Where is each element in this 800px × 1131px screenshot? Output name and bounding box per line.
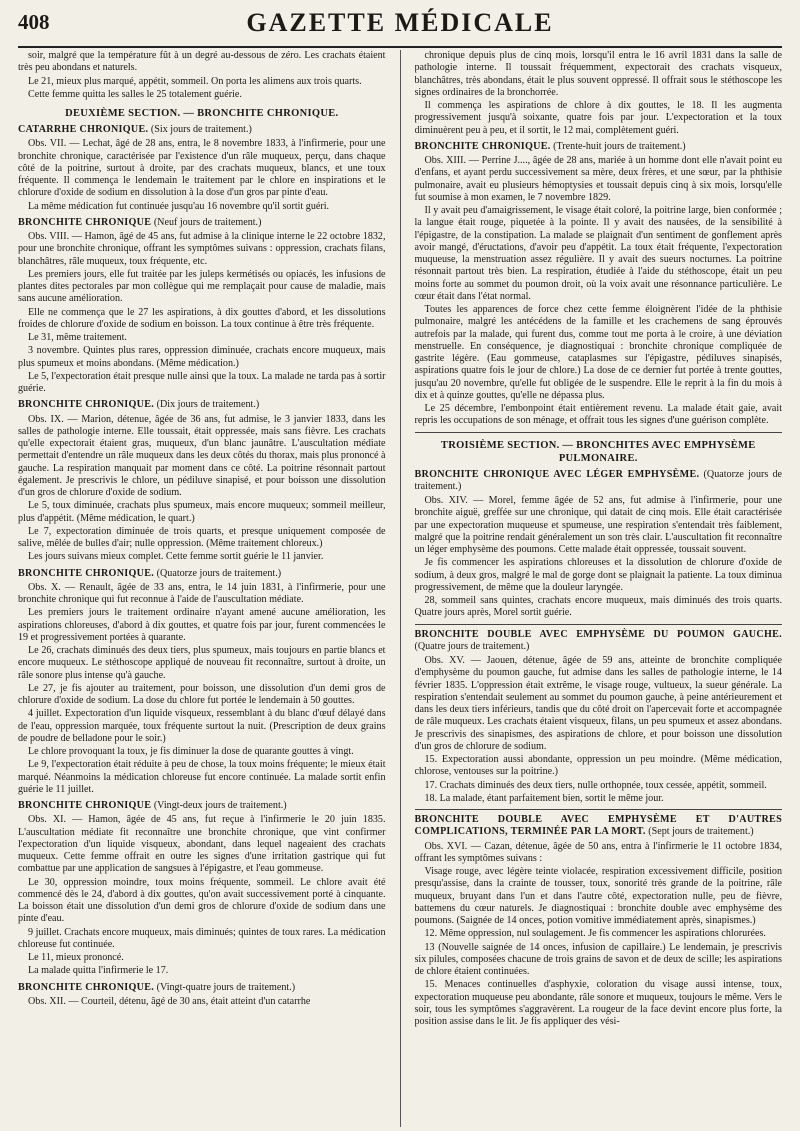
case-heading-title: BRONCHITE CHRONIQUE AVEC LÉGER EMPHYSÈME. [414,468,700,480]
case-heading-title: BRONCHITE DOUBLE AVEC EMPHYSÈME DU POUMON GAUCHE. [414,628,782,640]
case-heading-title: BRONCHITE DOUBLE AVEC EMPHYSÈME ET D'AUTRES COMPLICATIONS, TERMINÉE PAR LA MORT. [414,814,782,838]
case-heading-duration: (Quatorze jours de traitement.) [414,468,782,492]
paragraph: Le 30, oppression moindre, toux moins fréquente, sommeil. Le chlore avait été commencé dès le 24, d'abord à dix gouttes, qu'on avait successivement porté à cinquante. La boisson était une dissolution d'un demi gros de chlorure d'oxide de sodium dans une pinte d'eau. [18,876,386,925]
paragraph: Obs. XII. — Courteil, détenu, âgé de 30 ans, était atteint d'un catarrhe [28,995,311,1007]
paragraph: Le chlore provoquant la toux, je fis diminuer la dose de quarante gouttes à vingt. [28,746,354,757]
section-rule [415,624,783,625]
paragraph: Obs. XIII. — Perrine J...., âgée de 28 ans, mariée à un homme dont elle n'avait point eu d'enfans, et ayant perdu successivement sa mère, deux frères, et une sœur, par la phthisie pulmonaire, avait eu plusieurs hémoptysies et toussait depuis cinq à six mois, lorsqu'elle fut soumise à mon examen, le 7 novembre 1829. [414,155,782,203]
paragraph: Le 21, mieux plus marqué, appétit, sommeil. On porta les alimens aux trois quarts. [28,75,362,87]
paragraph: 28, sommeil sans quintes, crachats encore muqueux, mais diminués des trois quarts. Quatre jours après, Morel sortit guérie. [414,595,782,619]
paragraph: 12. Même oppression, nul soulagement. Je fis commencer les aspirations chlorurées. [424,928,766,940]
case-heading-duration: (Six jours de traitement.) [148,124,252,135]
page-number: 408 [18,10,50,34]
paragraph: 13 (Nouvelle saignée de 14 onces, infusion de capillaire.) Le lendemain, je prescrivis six pilules, composées chacune de trois grains de savon et de deux de scille; les aspirations de chlore étaient continuées. [414,941,782,977]
paragraph: 17. Crachats diminués des deux tiers, nulle orthopnée, toux cessée, appétit, sommeil. [424,779,767,791]
paragraph: Les premiers jours, elle fut traitée par les juleps kermétisés ou opiacés, les infusions de plantes dites pectorales par mon collègue qui me remplaçait pour cause de maladie, mais sans aucune amélioration. [18,268,386,305]
case-heading-title: BRONCHITE CHRONIQUE. [414,140,551,152]
text-columns [18,50,782,1127]
paragraph: Il commença les aspirations de chlore à dix gouttes, le 18. Il les augmenta progressivement jusqu'à soixante, quatre fois par jour. L'expectoration et la toux diminuèrent peu à peu, et il sortit, le 12 mai, complètement guéri. [414,100,782,136]
paragraph: Obs. XVI. — Cazan, détenue, âgée de 50 ans, entra à l'infirmerie le 11 octobre 1834, offrant les symptômes suivans : [414,840,782,864]
case-heading [415,814,783,839]
case-heading-duration: (Quatorze jours de traitement.) [154,567,282,579]
section-rule [415,432,783,433]
paragraph: Le 31, même traitement. [28,332,127,343]
paragraph: Cette femme quitta les salles le 25 totalement guérie. [28,88,242,100]
case-heading-duration: (Vingt-quatre jours de traitement.) [154,981,296,993]
section-rule [415,809,783,810]
paragraph: Obs. XV. — Jaouen, détenue, âgée de 59 ans, atteinte de bronchite compliquée d'emphysème du poumon gauche, fut admise dans les salles de pathologie interne, le 14 février 1835. L'oppression était extrême, le visage rouge, vultueux, la sueur générale. La respiration s'entendait seulement au sommet du poumon gauche, à peine antérieurement et dans les deux tiers inférieurs, tandis que du côté droit on l'apercevait forte et accompagnée de râle muqueux. Les crachats étaient visqueux, filans, un peu spumeux et assez abondans. Je prescrivis des sinapismes, des aspirations de chlore, et pour boisson une dissolution d'un gros de chlorure de sodium. [414,655,782,752]
paragraph: 9 juillet. Crachats encore muqueux, mais diminués; quintes de toux rares. La médication chloreuse fut continuée. [18,926,386,950]
paragraph: Obs. VII. — Lechat, âgé de 28 ans, entra, le 8 novembre 1833, à l'infirmerie, pour une bronchite chronique, caractérisée par l'existence d'un râle muqueux, perçu, dans chaque côté de la poitrine, surtout à droite, par des crachats muqueux, blancs, et une toux fréquente. Il commença le lendemain le traitement par le chlore en inspirations et le chlorure d'oxide de sodium en dissolution à la dose d'un gros par pinte d'eau. [18,138,386,199]
paragraph: La malade quitta l'infirmerie le 17. [28,965,169,977]
case-heading-title: BRONCHITE CHRONIQUE. [18,981,155,993]
paragraph: soir, malgré que la température fût à un degré au-dessous de zéro. Les crachats étaient très peu abondans et naturels. [18,50,386,74]
section-title-text: TROISIÈME SECTION. — BRONCHITES AVEC EMPHYSÈME PULMONAIRE. [440,439,756,464]
case-heading-duration: (Vingt-deux jours de traitement.) [151,800,287,811]
paragraph: La même médication fut continuée jusqu'au 16 novembre qu'il sortit guéri. [28,200,330,212]
paragraph: 15. Expectoration aussi abondante, oppression un peu moindre. (Même médication, chlorose, ventouses sur la poitrine.) [414,754,782,778]
case-heading [18,124,386,136]
paragraph: Les jours suivans mieux complet. Cette femme sortit guérie le 11 janvier. [28,551,324,563]
paragraph: Il y avait peu d'amaigrissement, le visage était coloré, la poitrine large, bien conformée ; la langue était rouge, piquetée à la pointe. Il y avait des nausées, de la sensibilité à l'épigastre, de la constipation. La malade se plaignait d'un sentiment de gonflement après avoir mangé, d'éructations, d'avoir peu d'appétit. La toux était fréquente, l'expectoration muqueuse, la menstruation assez régulière. Il y avait des sueurs nocturnes. La poitrine résonnait partout très bien. La respiration, étudiée à l'aide du stéthoscope, était un peu moins forte au sommet du poumon droit, où la voix avait une résonnance particulière. Le cœur était dans l'état normal. [414,205,782,302]
case-heading [18,800,386,812]
paragraph: Toutes les apparences de force chez cette femme éloignèrent l'idée de la phthisie pulmonaire, malgré les antécédens de la famille et les crachemens de sang éprouvés autrefois par la malade, qui furent dus, comme tout me porta à le croire, à une déviation menstruelle. En conséquence, je diagnostiquai : bronchite chronique compliquée de gastrite légère. (Eau gommeuse, cataplasmes sur l'épigastre, pédiluves sinapisés, aspirations quatre fois le jour de chlore.) La dose de ce dernier fut portée à trente gouttes, jusqu'au 20 novembre, qu'elle fut obligée de le suspendre. Elle le reprit à la fin du mois à dix et à quinze gouttes, qu'elle ne dépassa plus. [414,304,782,401]
case-heading-duration: (Sept jours de traitement.) [645,826,754,838]
column-divider [386,50,401,1127]
left-column [18,50,386,1127]
paragraph: Le 7, expectoration diminuée de trois quarts, et presque uniquement composée de salive, mêlée de bulles d'air; nulle oppression. (Même traitement chloreux.) [18,525,386,549]
paragraph: Elle ne commença que le 27 les aspirations, à dix gouttes d'abord, et les dissolutions froides de chlorure d'oxide de sodium en boisson. La toux continue à être très fréquente. [18,306,386,330]
case-heading-title: BRONCHITE CHRONIQUE. [18,399,155,411]
case-heading-duration: (Neuf jours de traitement.) [151,216,262,228]
case-heading-title: BRONCHITE CHRONIQUE [18,800,152,811]
paragraph: Le 25 décembre, l'embonpoint était entièrement revenu. La malade était gaie, avait repris les occupations de son ménage, et offrait tous les signes d'une guérison complète. [414,403,782,427]
paragraph: Obs. IX. — Marion, détenue, âgée de 36 ans, fut admise, le 3 janvier 1833, dans les salles de pathologie interne. Elle toussait, était oppressée, mais sans fièvre. Les crachats qu'elle expectorait étaient gras, muqueux, d'un blanc jaunâtre. L'auscultation médiate permettait d'entendre un râle muqueux dans les deux côtés du thorax, mais plus prononcé à gauche. La respiration manquait par moment dans ce côté. La poitrine résonnait partout également. Je prescrivis le chlore, un pédiluve sinapisé, et pour boisson une dissolution d'un gros de chlorure d'oxide de sodium. [18,413,386,498]
case-heading [415,629,783,654]
case-heading-title: BRONCHITE CHRONIQUE. [18,567,155,579]
right-column [415,50,783,1127]
paragraph: Le 27, je fis ajouter au traitement, pour boisson, une dissolution d'un demi gros de chlorure d'oxide de sodium. La dose du chlore fut portée le lendemain à 50 gouttes. [18,682,386,706]
case-heading-title: CATARRHE CHRONIQUE. [18,124,149,135]
paragraph: 4 juillet. Expectoration d'un liquide visqueux, ressemblant à du blanc d'œuf délayé dans de l'eau, oppression marquée, toux fréquente surtout la nuit. (Prescription de deux grains de poudre de belladone pour le soir.) [18,708,386,744]
paragraph: Je fis commencer les aspirations chloreuses et la dissolution de chlorure d'oxide de sodium, à deux gros, malgré le mal de gorge dont se plaignait la patiente. La toux diminua progressivement, de même que la douleur laryngée. [414,557,782,593]
journal-title: GAZETTE MÉDICALE [246,8,554,37]
case-heading [18,217,386,229]
case-heading-duration: (Trente-huit jours de traitement.) [550,140,686,152]
paragraph: Obs. XI. — Hamon, âgée de 45 ans, fut reçue à l'infirmerie le 20 juin 1835. L'auscultation médiate fit reconnaître une bronchite chronique, que vint confirmer l'expectoration d'un liquide visqueux, abondant, dans lequel nageaient des crachats muqueux. Cette femme offrait en outre les signes d'une irritation gastrique qui fut combattue par une application de sangsues à l'épigastre, et l'eau gommeuse. [18,814,386,875]
paragraph: 18. La malade, étant parfaitement bien, sortit le même jour. [424,792,664,804]
case-heading [18,568,386,580]
paragraph: chronique depuis plus de cinq mois, lorsqu'il entra le 16 avril 1831 dans la salle de pathologie interne. Il toussait fréquemment, expectorait des crachats visqueux, blanchâtres, très abondans, était le plus souvent oppressé. Il offrait sous le stéthoscope les signes ordinaires de la bronchorrée. [414,50,782,98]
paragraph: Les premiers jours le traitement ordinaire n'ayant amené aucune amélioration, les aspirations chloreuses, d'abord à dix gouttes, et quatre fois par jour, furent commencées le 19 et progressivement portées à quarante. [18,607,386,643]
paragraph: Le 26, crachats diminués des deux tiers, plus spumeux, mais toujours en partie blancs et encore muqueux. Le stéthoscope appliqué de nouveau fit reconnaître, surtout à droite, un râle sonore plus intense qu'à gauche. [18,645,386,681]
case-heading [18,982,386,994]
case-heading [415,469,783,494]
paragraph: Obs. X. — Renault, âgée de 33 ans, entra, le 14 juin 1831, à l'infirmerie, pour une bronchite chronique qui fut reconnue à l'aide de l'auscultation médiate. [18,581,386,605]
paragraph: Le 5, toux diminuée, crachats plus spumeux, mais encore muqueux; sommeil meilleur, plus d'appétit. (Même médication, le quart.) [18,500,386,524]
page-header [18,8,782,48]
case-heading [18,399,386,411]
case-heading-duration: (Quatre jours de traitement.) [414,640,530,652]
section-title-text: DEUXIÈME SECTION. — BRONCHITE CHRONIQUE. [65,108,339,119]
paragraph: Le 11, mieux prononcé. [28,952,124,963]
paragraph: Le 5, l'expectoration était presque nulle ainsi que la toux. La malade ne tarda pas à sortir guérie. [18,370,386,394]
case-heading-duration: (Dix jours de traitement.) [154,399,260,411]
paragraph: 3 novembre. Quintes plus rares, oppression diminuée, crachats encore muqueux, mais plus spumeux et moins abondans. (Même médication.) [18,345,386,369]
case-heading-title: BRONCHITE CHRONIQUE [18,216,152,228]
paragraph: 15. Menaces continuelles d'asphyxie, coloration du visage aussi intense, toux, expectoration muqueuse peu abondante, râle sonore et muqueux, toujours le même. Vers le soir, tous les symptômes s'aggravèrent. La rougeur de la face devint encore plus forte, la position assise dans le lit. Je fis appliquer des vési- [414,979,782,1027]
paragraph: Obs. XIV. — Morel, femme âgée de 52 ans, fut admise à l'infirmerie, pour une bronchite aiguë, greffée sur une chronique, qui datait de cinq mois. Elle était caractérisée par une expectoration muqueuse et spumeuse, une respiration s'entendait très faiblement, malgré que la poitrine rendait généralement un son très clair. L'auscultation fit reconnaître un léger emphysème des poumons. Cette malade était oppressée, toussait souvent. [414,495,782,555]
section-title [415,439,783,465]
section-title [18,107,386,120]
paragraph: Visage rouge, avec légère teinte violacée, respiration excessivement difficile, position presqu'assise, dans la crainte de tousser, toux, sonorité très grande de la poitrine, râle muqueux, bruyant dans l'un et dans l'autre côté, expectoration nulle, peu de fièvre, battemens du cœur naturels. Je diagnostiquai : bronchite double avec emphysème des poumons. (Saignée de 14 onces, potion vomitive immédiatement après, sinapismes.) [414,866,782,926]
case-heading [415,141,783,153]
paragraph: Obs. VIII. — Hamon, âgé de 45 ans, fut admise à la clinique interne le 22 octobre 1832, pour une bronchite chronique, offrant les symptômes suivans : oppression, crachats filans, blanchâtres, râle muqueux, toux fréquente, etc. [18,231,386,267]
paragraph: Le 9, l'expectoration était réduite à peu de chose, la toux moins fréquente; le mieux était marqué. Néanmoins la médication chloreuse fut encore continuée. La malade sortit enfin guérie le 11 juillet. [18,759,386,795]
